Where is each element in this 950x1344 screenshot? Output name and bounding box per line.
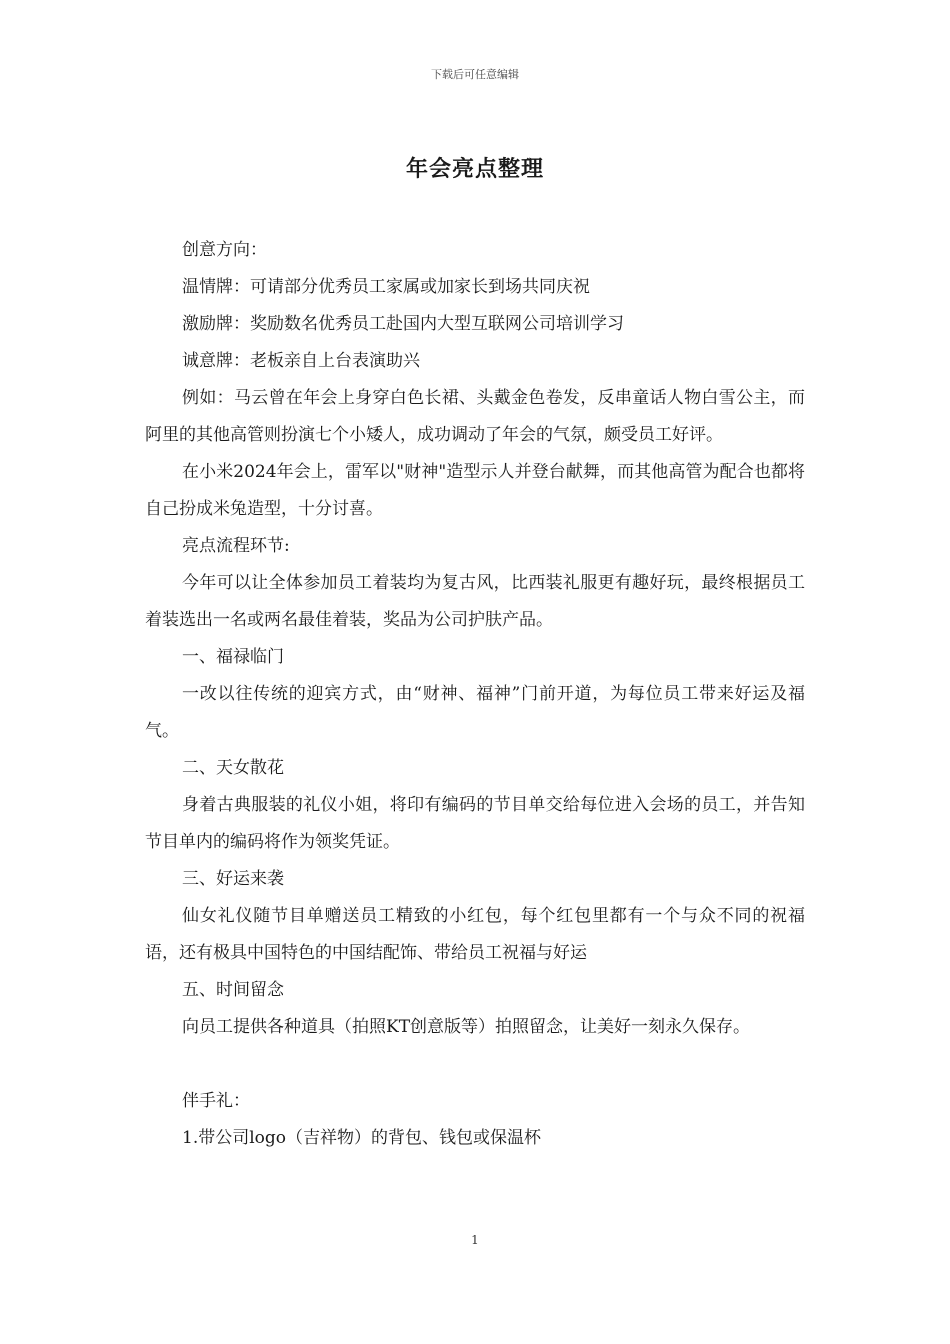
paragraph: 一改以往传统的迎宾方式，由“财神、福神”门前开道，为每位员工带来好运及福气。 <box>145 684 805 741</box>
paragraph: 例如：马云曾在年会上身穿白色长裙、头戴金色卷发，反串童话人物白雪公主，而阿里的其他高管则扮演七个小矮人，成功调动了年会的气氛，颇受员工好评。 <box>145 388 805 445</box>
paragraph: 身着古典服装的礼仪小姐，将印有编码的节目单交给每位进入会场的员工，并告知节目单内的编码将作为领奖凭证。 <box>145 795 805 852</box>
document-title: 年会亮点整理 <box>405 156 544 182</box>
page-number: 1 <box>471 1233 479 1247</box>
list-item: 1.带公司logo（吉祥物）的背包、钱包或保温杯 <box>182 1128 542 1148</box>
section-heading: 一、福禄临门 <box>182 647 284 667</box>
section-heading: 三、好运来袭 <box>182 869 284 889</box>
section-heading: 二、天女散花 <box>182 758 284 778</box>
section-heading: 伴手礼： <box>182 1091 250 1111</box>
paragraph: 诚意牌：老板亲自上台表演助兴 <box>182 351 420 371</box>
blank-line <box>145 1046 805 1083</box>
paragraph: 亮点流程环节: <box>182 536 290 556</box>
paragraph: 在小米2024年会上，雷军以"财神"造型示人并登台献舞，而其他高管为配合也都将自己扮成米兔造型，十分讨喜。 <box>145 462 805 519</box>
paragraph: 仙女礼仪随节目单赠送员工精致的小红包，每个红包里都有一个与众不同的祝福语，还有极具中国特色的中国结配饰、带给员工祝福与好运 <box>145 906 805 963</box>
paragraph: 温情牌：可请部分优秀员工家属或加家长到场共同庆祝 <box>182 277 590 297</box>
paragraph: 创意方向： <box>182 240 267 260</box>
document-body <box>145 232 805 1157</box>
header-note: 下载后可任意编辑 <box>431 68 519 81</box>
paragraph: 激励牌：奖励数名优秀员工赴国内大型互联网公司培训学习 <box>182 314 624 334</box>
paragraph: 今年可以让全体参加员工着装均为复古风，比西装礼服更有趣好玩，最终根据员工着装选出一名或两名最佳着装，奖品为公司护肤产品。 <box>145 573 805 630</box>
paragraph: 向员工提供各种道具（拍照KT创意版等）拍照留念，让美好一刻永久保存。 <box>182 1017 751 1037</box>
section-heading: 五、时间留念 <box>182 980 284 1000</box>
